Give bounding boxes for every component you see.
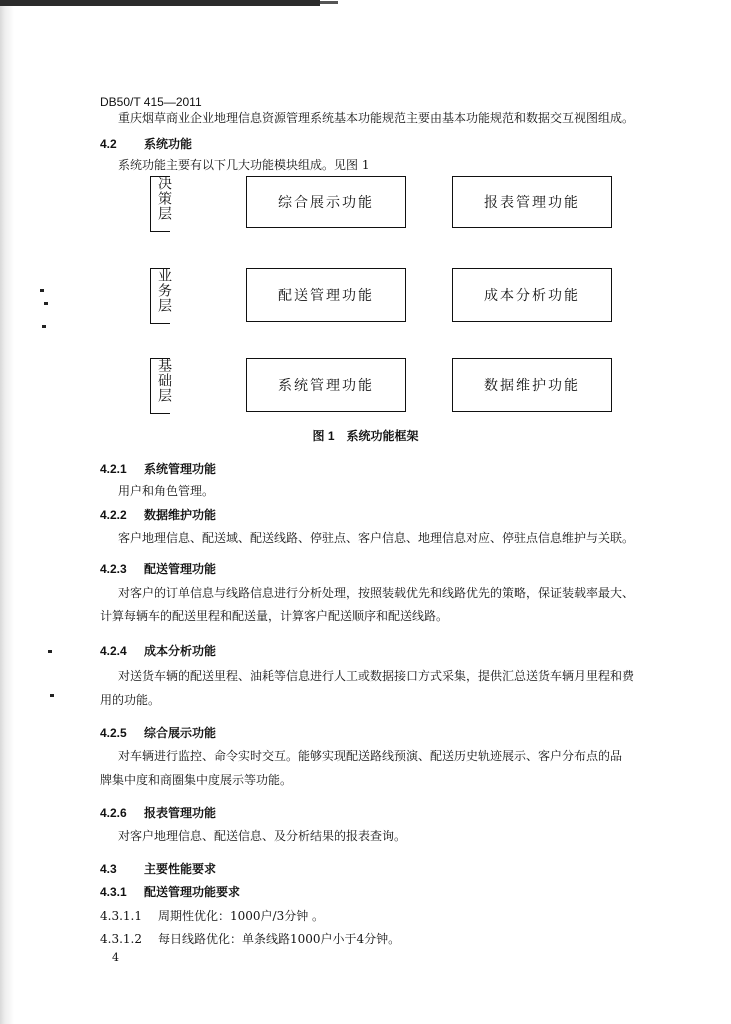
heading-title: 主要性能要求 <box>144 862 217 876</box>
heading-number: 4.2.6 <box>100 806 127 820</box>
item-number: 4.3.1.2 <box>100 932 142 946</box>
heading-4-2-6 <box>100 805 216 821</box>
function-box: 配送管理功能 <box>246 268 406 322</box>
heading-number: 4.2.4 <box>100 644 127 658</box>
heading-4-2-1 <box>100 461 216 477</box>
heading-number: 4.2 <box>100 137 117 151</box>
item-text: 每日线路优化：单条线路1000户小于4分钟。 <box>158 932 401 946</box>
scan-speck <box>48 650 52 653</box>
heading-number: 4.2.1 <box>100 462 127 476</box>
paragraph-4-2-4-line1: 对送货车辆的配送里程、油耗等信息进行人工或数据接口方式采集，提供汇总送货车辆月里程和费 <box>118 669 635 683</box>
heading-title: 配送管理功能要求 <box>144 885 241 899</box>
document-id: DB50/T 415—2011 <box>100 95 202 109</box>
heading-number: 4.2.2 <box>100 508 127 522</box>
layer-label-decision: 决策层 <box>156 176 172 221</box>
heading-title: 成本分析功能 <box>144 644 217 658</box>
layer-label-business: 业务层 <box>156 268 172 313</box>
paragraph-4-2-6: 对客户地理信息、配送信息、及分析结果的报表查询。 <box>118 829 407 843</box>
scan-top-bar <box>0 0 320 6</box>
paragraph-4-2-3-line1: 对客户的订单信息与线路信息进行分析处理，按照装载优先和线路优先的策略，保证装载率最大、 <box>118 586 635 600</box>
layer-label-foundation: 基础层 <box>156 358 172 403</box>
heading-title: 系统功能 <box>144 137 193 151</box>
paragraph-4-2-5-line1: 对车辆进行监控、命令实时交互。能够实现配送路线预演、配送历史轨迹展示、客户分布点的品 <box>118 749 623 763</box>
page-number: 4 <box>112 951 119 964</box>
paragraph-4-2: 系统功能主要有以下几大功能模块组成。见图 1 <box>118 158 370 172</box>
paragraph-4-2-3-line2: 计算每辆车的配送里程和配送量，计算客户配送顺序和配送线路。 <box>100 609 449 623</box>
heading-4-2-4 <box>100 643 216 659</box>
item-4-3-1-1 <box>100 908 324 924</box>
paragraph-4-2-4-line2: 用的功能。 <box>100 693 161 707</box>
heading-4-2-5 <box>100 725 216 741</box>
item-number: 4.3.1.1 <box>100 909 142 923</box>
heading-number: 4.3.1 <box>100 885 127 899</box>
heading-title: 综合展示功能 <box>144 726 217 740</box>
function-box: 数据维护功能 <box>452 358 612 412</box>
item-4-3-1-2 <box>100 931 400 947</box>
scan-edge-shadow <box>0 0 14 1024</box>
heading-title: 报表管理功能 <box>144 806 217 820</box>
heading-number: 4.2.5 <box>100 726 127 740</box>
scan-speck <box>42 325 46 328</box>
function-box: 系统管理功能 <box>246 358 406 412</box>
item-text: 周期性优化：1000户/3分钟 。 <box>158 909 325 923</box>
paragraph-4-2-2: 客户地理信息、配送域、配送线路、停驻点、客户信息、地理信息对应、停驻点信息维护与关联。 <box>118 531 635 545</box>
intro-paragraph: 重庆烟草商业企业地理信息资源管理系统基本功能规范主要由基本功能规范和数据交互视图组成。 <box>118 111 635 125</box>
heading-4-2-2 <box>100 507 216 523</box>
function-box: 成本分析功能 <box>452 268 612 322</box>
heading-title: 配送管理功能 <box>144 562 217 576</box>
paragraph-4-2-5-line2: 牌集中度和商圈集中度展示等功能。 <box>100 773 293 787</box>
heading-4-2-3 <box>100 561 216 577</box>
paragraph-4-2-1: 用户和角色管理。 <box>118 484 215 498</box>
heading-4-3-1 <box>100 884 240 900</box>
scan-speck <box>40 289 44 292</box>
scan-speck <box>44 302 48 305</box>
scan-top-bar-tail <box>320 1 338 4</box>
figure-caption: 图 1 系统功能框架 <box>312 429 419 443</box>
heading-number: 4.3 <box>100 862 117 876</box>
function-box: 报表管理功能 <box>452 176 612 228</box>
function-box: 综合展示功能 <box>246 176 406 228</box>
heading-4-3 <box>100 861 216 877</box>
heading-title: 系统管理功能 <box>144 462 217 476</box>
heading-title: 数据维护功能 <box>144 508 217 522</box>
heading-4-2 <box>100 136 192 152</box>
heading-number: 4.2.3 <box>100 562 127 576</box>
scan-speck <box>50 694 54 697</box>
